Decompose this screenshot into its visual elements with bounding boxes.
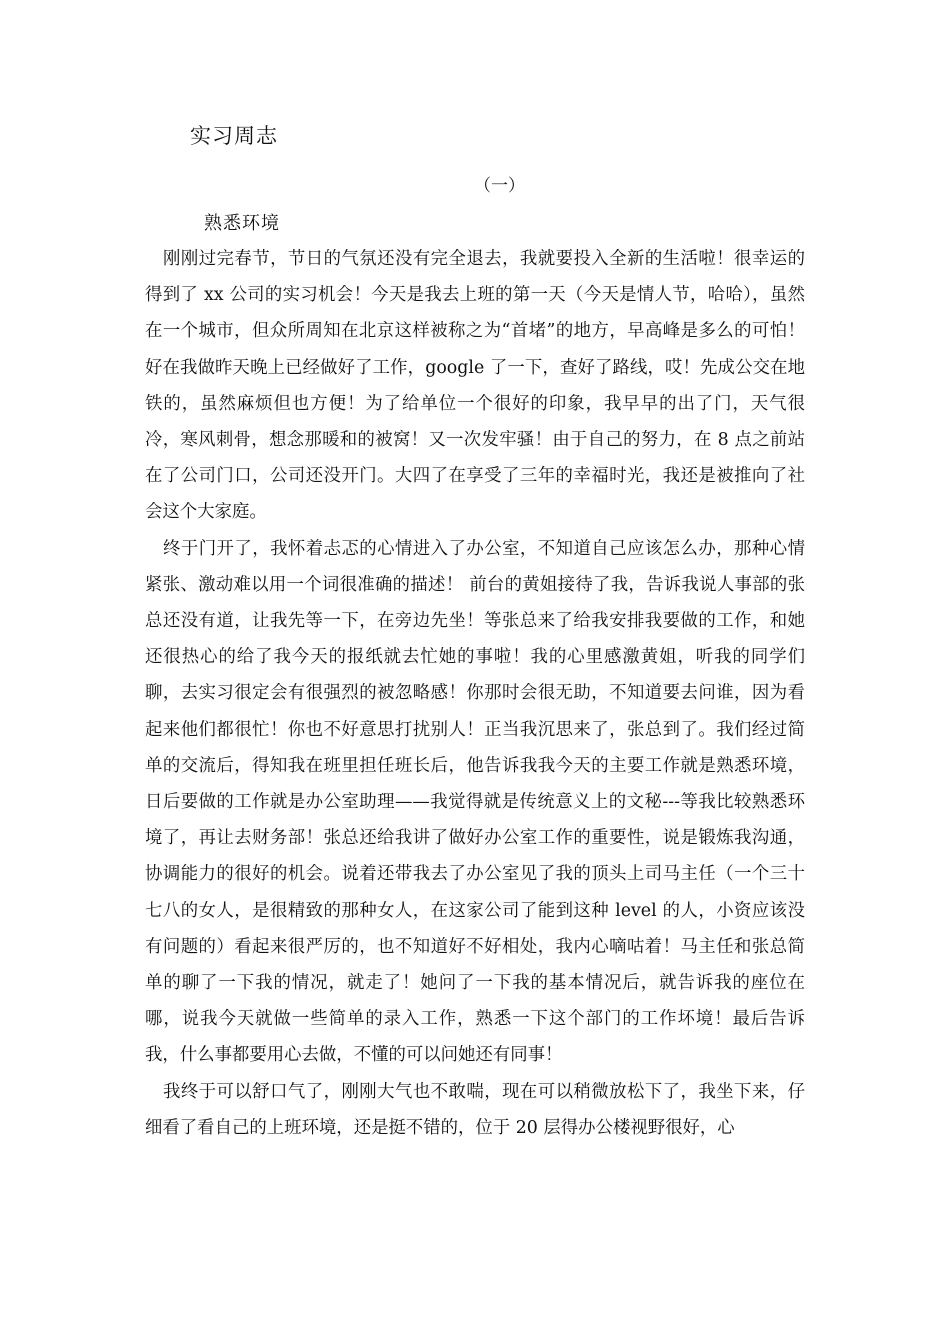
document-body <box>145 241 805 1146</box>
paragraph: 终于门开了，我怀着忐忑的心情进入了办公室，不知道自己应该怎么办，那种心情紧张、激动难以用一个词很准确的描述！ 前台的黄姐接待了我，告诉我说人事部的张总还没有道，让我先等一下，在旁边先坐！等张总来了给我安排我要做的工作，和她还很热心的给了我今天的报纸就去忙她的事啦！我的心里感激黄姐，听我的同学们聊，去实习很定会有很强烈的被忽略感！你那时会很无助，不知道要去问谁，因为看起来他们都很忙！你也不好意思打扰别人！正当我沉思来了，张总到了。我们经过简单的交流后，得知我在班里担任班长后，他告诉我我今天的主要工作就是熟悉环境，日后要做的工作就是办公室助理——我觉得就是传统意义上的文秘---等我比较熟悉环境了，再让去财务部！张总还给我讲了做好办公室工作的重要性，说是锻炼我沟通，协调能力的很好的机会。说着还带我去了办公室见了我的顶头上司马主任（一个三十七八的女人，是很精致的那种女人，在这家公司了能到这种 level 的人，小资应该没有问题的）看起来很严厉的，也不知道好不好相处，我内心嘀咕着！马主任和张总简单的聊了一下我的情况，就走了！她问了一下我的基本情况后，就告诉我的座位在哪，说我今天就做一些简单的录入工作，熟悉一下这个部门的工作坏境！最后告诉我，什么事都要用心去做，不懂的可以问她还有同事！ <box>145 538 805 1066</box>
document-title: 实习周志 <box>190 124 278 148</box>
paragraph: 刚刚过完春节，节日的气氛还没有完全退去，我就要投入全新的生活啦！很幸运的得到了 xx 公司的实习机会！今天是我去上班的第一天（今天是情人节，哈哈），虽然在一个城市，但众所周知在北京这样被称之为“首堵”的地方，早高峰是多么的可怕！好在我做昨天晚上已经做好了工作，google 了一下，查好了路线，哎！先成公交在地铁的，虽然麻烦但也方便！为了给单位一个很好的印象，我早早的出了门，天气很冷，寒风刺骨，想念那暖和的被窝！又一次发牢骚！由于自己的努力，在 8 点之前站在了公司门口，公司还没开门。大四了在享受了三年的幸福时光，我还是被推向了社会这个大家庭。 <box>145 249 805 523</box>
section-title: 熟悉环境 <box>204 213 280 234</box>
paragraph: 我终于可以舒口气了，刚刚大气也不敢喘，现在可以稍微放松下了，我坐下来，仔细看了看自己的上班环境，还是挺不错的，位于 20 层得办公楼视野很好，心 <box>145 1081 805 1138</box>
section-number: （一） <box>474 176 525 196</box>
